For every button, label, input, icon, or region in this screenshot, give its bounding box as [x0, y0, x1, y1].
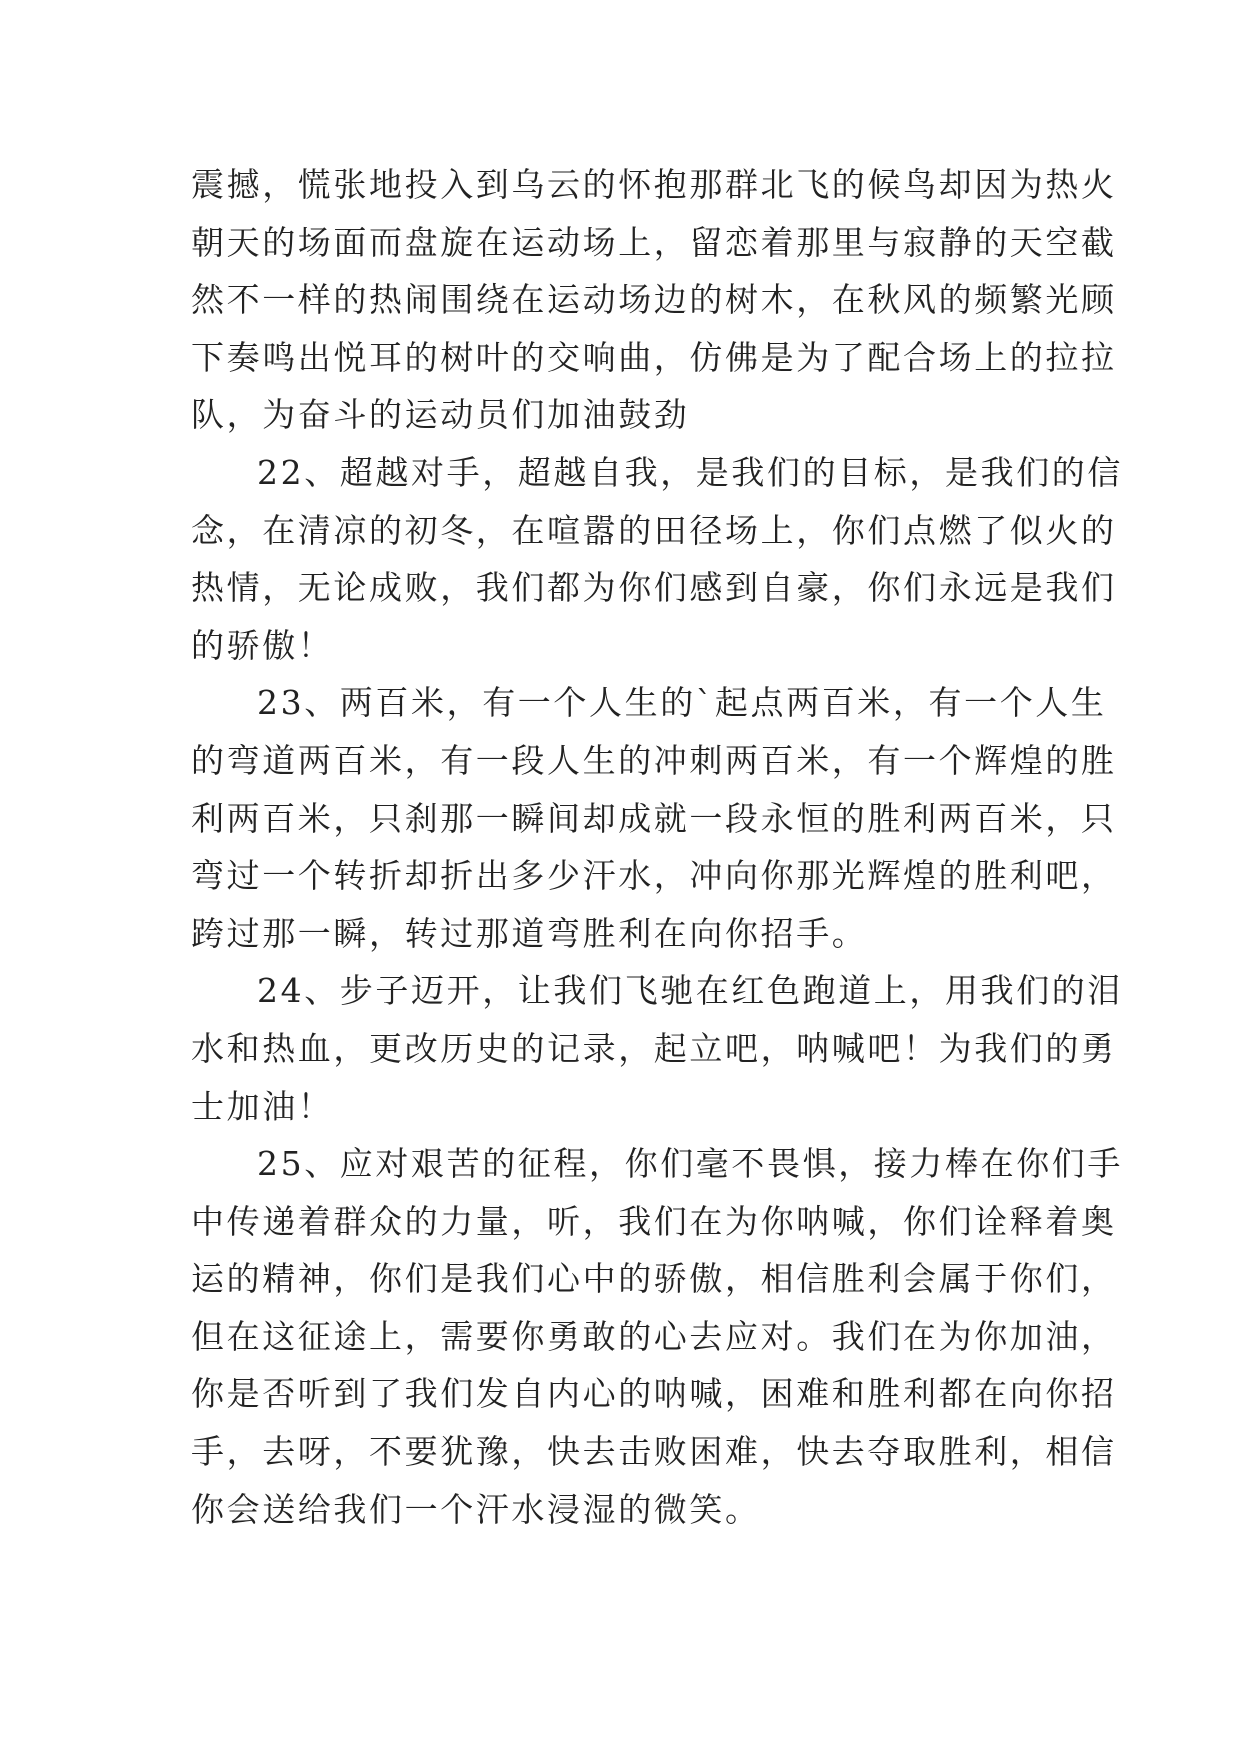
text-line: 念，在清凉的初冬，在喧嚣的田径场上，你们点燃了似火的	[191, 510, 1117, 550]
text-line: 跨过那一瞬，转过那道弯胜利在向你招手。	[191, 913, 868, 953]
paragraph-continuation	[191, 156, 1117, 444]
text-line-first: 24、步子迈开，让我们飞驰在红色跑道上，用我们的泪	[257, 971, 1123, 1011]
text-line: 你是否听到了我们发自内心的呐喊，困难和胜利都在向你招	[191, 1374, 1117, 1414]
text-line: 队，为奋斗的运动员们加油鼓劲	[191, 395, 690, 435]
paragraph-23	[191, 674, 1117, 962]
text-line: 朝天的场面而盘旋在运动场上，留恋着那里与寂静的天空截	[191, 222, 1117, 262]
text-line: 的弯道两百米，有一段人生的冲刺两百米，有一个辉煌的胜	[191, 740, 1117, 780]
text-line: 热情，无论成败，我们都为你们感到自豪，你们永远是我们	[191, 568, 1117, 608]
paragraph-25	[191, 1135, 1123, 1538]
text-line-first: 25、应对艰苦的征程，你们毫不畏惧，接力棒在你们手	[257, 1144, 1123, 1184]
text-line: 运的精神，你们是我们心中的骄傲，相信胜利会属于你们，	[191, 1259, 1117, 1299]
text-line: 弯过一个转折却折出多少汗水，冲向你那光辉煌的胜利吧，	[191, 856, 1117, 896]
text-line: 震撼，慌张地投入到乌云的怀抱那群北飞的候鸟却因为热火	[191, 165, 1117, 204]
text-line: 中传递着群众的力量，听，我们在为你呐喊，你们诠释着奥	[191, 1201, 1117, 1241]
paragraph-24	[191, 962, 1123, 1135]
text-line: 士加油！	[191, 1086, 334, 1126]
text-line-first: 22、超越对手，超越自我，是我们的目标，是我们的信	[257, 452, 1123, 492]
text-line: 但在这征途上，需要你勇敢的心去应对。我们在为你加油，	[191, 1316, 1117, 1356]
text-line: 的骄傲！	[191, 625, 334, 665]
document-body	[191, 156, 1123, 1538]
text-line: 下奏鸣出悦耳的树叶的交响曲，仿佛是为了配合场上的拉拉	[191, 337, 1117, 377]
text-line: 然不一样的热闹围绕在运动场边的树木，在秋风的频繁光顾	[191, 280, 1117, 320]
text-line: 手，去呀，不要犹豫，快去击败困难，快去夺取胜利，相信	[191, 1432, 1117, 1472]
text-line: 你会送给我们一个汗水浸湿的微笑。	[191, 1489, 761, 1529]
text-line: 水和热血，更改历史的记录，起立吧，呐喊吧！为我们的勇	[191, 1028, 1117, 1068]
text-line: 利两百米，只刹那一瞬间却成就一段永恒的胜利两百米，只	[191, 798, 1117, 838]
paragraph-22	[191, 444, 1123, 674]
text-line-first: 23、两百米，有一个人生的`起点两百米，有一个人生	[257, 683, 1107, 723]
